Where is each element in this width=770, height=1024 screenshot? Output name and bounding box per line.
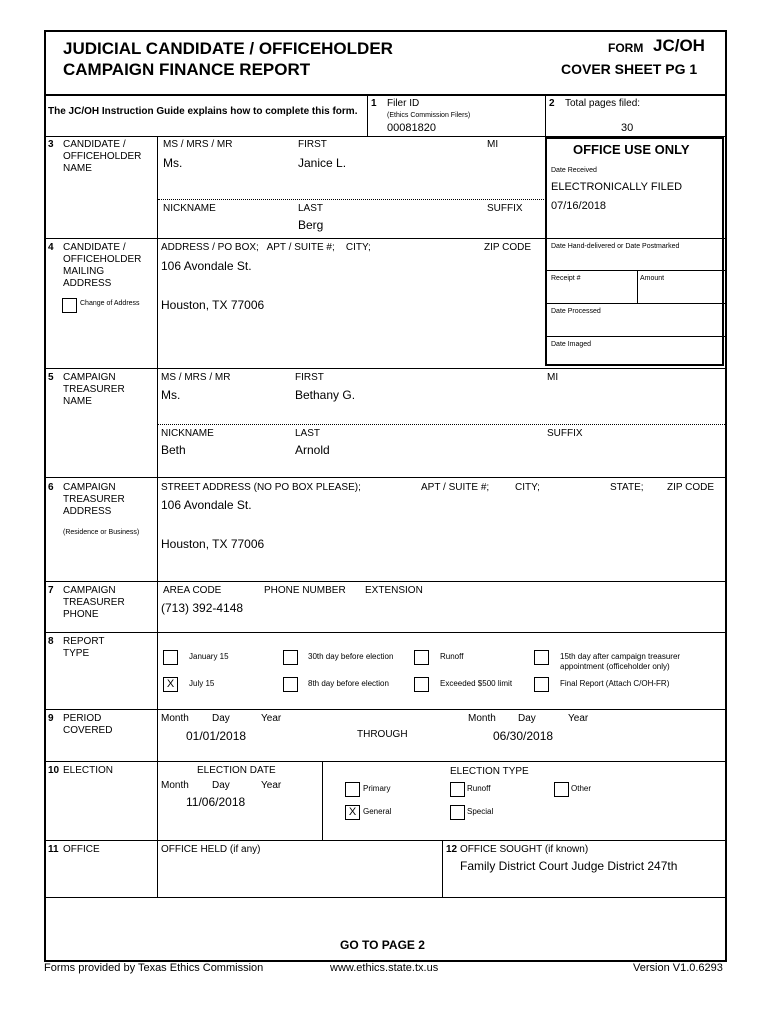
s6-zip-label: ZIP CODE bbox=[667, 482, 715, 493]
s4-address-label: ADDRESS / PO BOX; APT / SUITE #; CITY; bbox=[161, 242, 371, 253]
election-general-label: General bbox=[363, 807, 392, 816]
report-15th-checkbox[interactable] bbox=[534, 650, 549, 665]
instructions-text: The JC/OH Instruction Guide explains how to complete this form. bbox=[48, 106, 358, 117]
section11-num: 11 bbox=[48, 844, 59, 855]
s5-mi-label: MI bbox=[547, 372, 559, 383]
s9-from-month-label: Month bbox=[161, 713, 189, 724]
report-500-label: Exceeded $500 limit bbox=[440, 679, 513, 688]
period-to-date[interactable]: 06/30/2018 bbox=[493, 729, 554, 743]
election-special-label: Special bbox=[467, 807, 494, 816]
s9-to-year-label: Year bbox=[568, 713, 589, 724]
report-15th-label-line1: 15th day after campaign treasurer bbox=[560, 652, 681, 661]
s10-day-label: Day bbox=[212, 780, 230, 791]
election-other-checkbox[interactable] bbox=[554, 782, 569, 797]
section8-num: 8 bbox=[48, 636, 54, 647]
section6-label: CAMPAIGN TREASURER ADDRESS bbox=[63, 482, 125, 517]
footer-provided-by: Forms provided by Texas Ethics Commission bbox=[44, 962, 264, 974]
report-30day-label: 30th day before election bbox=[308, 652, 394, 661]
report-8day-label: 8th day before election bbox=[308, 679, 389, 688]
section10-label: ELECTION bbox=[63, 765, 114, 776]
s5-nickname-label: NICKNAME bbox=[161, 428, 214, 439]
report-final-checkbox[interactable] bbox=[534, 677, 549, 692]
election-runoff-label: Runoff bbox=[467, 784, 491, 793]
election-runoff-checkbox[interactable] bbox=[450, 782, 465, 797]
date-processed-label: Date Processed bbox=[551, 308, 601, 315]
period-from-date[interactable]: 01/01/2018 bbox=[186, 729, 247, 743]
candidate-first-name[interactable]: Janice L. bbox=[298, 156, 347, 170]
s6-street-label: STREET ADDRESS (NO PO BOX PLEASE); bbox=[161, 482, 361, 493]
s3-first-label: FIRST bbox=[298, 139, 327, 150]
footer-url[interactable]: www.ethics.state.tx.us bbox=[330, 962, 439, 974]
election-date[interactable]: 11/06/2018 bbox=[186, 795, 246, 809]
s3-mi-label: MI bbox=[487, 139, 499, 150]
s3-last-label: LAST bbox=[298, 203, 324, 214]
date-received-label: Date Received bbox=[551, 167, 597, 174]
report-15th-label-line2: appointment (officeholder only) bbox=[560, 662, 670, 671]
s5-first-label: FIRST bbox=[295, 372, 324, 383]
section3-label: CANDIDATE / OFFICEHOLDER NAME bbox=[63, 139, 142, 174]
treasurer-address-line1[interactable]: 106 Avondale St. bbox=[161, 498, 252, 512]
office-sought-label: OFFICE SOUGHT (if known) bbox=[460, 844, 589, 855]
s7-phone-label: PHONE NUMBER bbox=[264, 585, 346, 596]
total-pages-value[interactable]: 30 bbox=[621, 122, 634, 134]
s10-month-label: Month bbox=[161, 780, 189, 791]
section12-num: 12 bbox=[446, 844, 458, 855]
s5-suffix-label: SUFFIX bbox=[547, 428, 583, 439]
form-code: JC/OH bbox=[653, 36, 705, 55]
election-primary-checkbox[interactable] bbox=[345, 782, 360, 797]
s6-state-label: STATE; bbox=[610, 482, 644, 493]
office-sought-value[interactable]: Family District Court Judge District 247th bbox=[460, 859, 678, 873]
form-title-line2: CAMPAIGN FINANCE REPORT bbox=[63, 60, 311, 79]
section4-label: CANDIDATE / OFFICEHOLDER MAILING ADDRESS bbox=[63, 242, 142, 289]
s7-ext-label: EXTENSION bbox=[365, 585, 423, 596]
section9-label: PERIOD COVERED bbox=[63, 713, 113, 736]
candidate-last-name[interactable]: Berg bbox=[298, 218, 324, 232]
s3-prefix-label: MS / MRS / MR bbox=[163, 139, 233, 150]
election-type-label: ELECTION TYPE bbox=[450, 766, 529, 777]
filer-id-sublabel: (Ethics Commission Filers) bbox=[387, 112, 471, 119]
report-jul15-label: July 15 bbox=[189, 679, 215, 688]
form-label: FORM bbox=[608, 41, 644, 55]
filer-id-label: Filer ID bbox=[387, 98, 420, 109]
report-8day-checkbox[interactable] bbox=[283, 677, 298, 692]
total-pages-label: Total pages filed: bbox=[565, 98, 641, 109]
form-title-line1: JUDICIAL CANDIDATE / OFFICEHOLDER bbox=[63, 39, 393, 58]
election-date-label: ELECTION DATE bbox=[197, 765, 276, 776]
amount-label: Amount bbox=[640, 275, 665, 282]
section7-label: CAMPAIGN TREASURER PHONE bbox=[63, 585, 125, 620]
s4-zip-label: ZIP CODE bbox=[484, 242, 532, 253]
report-500-checkbox[interactable] bbox=[414, 677, 429, 692]
candidate-prefix[interactable]: Ms. bbox=[163, 156, 183, 170]
section7-num: 7 bbox=[48, 585, 54, 596]
section5-label: CAMPAIGN TREASURER NAME bbox=[63, 372, 125, 407]
s7-area-label: AREA CODE bbox=[163, 585, 222, 596]
election-other-label: Other bbox=[571, 784, 592, 793]
cover-sheet-label: COVER SHEET PG 1 bbox=[561, 61, 698, 77]
report-jan15-checkbox[interactable] bbox=[163, 650, 178, 665]
report-runoff-checkbox[interactable] bbox=[414, 650, 429, 665]
section6-sublabel: (Residence or Business) bbox=[63, 529, 140, 536]
date-received-value: 07/16/2018 bbox=[551, 200, 607, 212]
s3-nickname-label: NICKNAME bbox=[163, 203, 216, 214]
s6-city-label: CITY; bbox=[515, 482, 540, 493]
office-use-title: OFFICE USE ONLY bbox=[573, 142, 690, 157]
treasurer-nickname[interactable]: Beth bbox=[161, 443, 186, 457]
go-to-page-2: GO TO PAGE 2 bbox=[340, 938, 425, 952]
report-final-label: Final Report (Attach C/OH-FR) bbox=[560, 679, 670, 688]
section8-label: REPORT TYPE bbox=[63, 636, 105, 659]
section3-num: 3 bbox=[48, 139, 54, 150]
change-of-address-label: Change of Address bbox=[80, 300, 140, 307]
s3-suffix-label: SUFFIX bbox=[487, 203, 523, 214]
treasurer-prefix[interactable]: Ms. bbox=[161, 388, 181, 402]
s6-apt-label: APT / SUITE #; bbox=[421, 482, 490, 493]
election-primary-label: Primary bbox=[363, 784, 391, 793]
section9-num: 9 bbox=[48, 713, 54, 724]
s5-last-label: LAST bbox=[295, 428, 321, 439]
section6-num: 6 bbox=[48, 482, 54, 493]
election-general-checkbox[interactable]: X bbox=[345, 805, 360, 820]
date-imaged-label: Date Imaged bbox=[551, 341, 592, 348]
filing-status: ELECTRONICALLY FILED bbox=[551, 181, 683, 193]
s9-to-day-label: Day bbox=[518, 713, 536, 724]
office-held-label: OFFICE HELD (if any) bbox=[161, 844, 261, 855]
report-jan15-label: January 15 bbox=[189, 652, 229, 661]
report-runoff-label: Runoff bbox=[440, 652, 464, 661]
s9-from-day-label: Day bbox=[212, 713, 230, 724]
section11-label: OFFICE bbox=[63, 844, 100, 855]
footer-version: Version V1.0.6293 bbox=[633, 962, 723, 974]
candidate-address-line1[interactable]: 106 Avondale St. bbox=[161, 259, 252, 273]
s5-prefix-label: MS / MRS / MR bbox=[161, 372, 231, 383]
section10-num: 10 bbox=[48, 765, 60, 776]
total-pages-num: 2 bbox=[549, 98, 555, 109]
change-of-address-checkbox[interactable] bbox=[62, 298, 77, 313]
filer-id-value[interactable]: 00081820 bbox=[387, 122, 436, 134]
s10-year-label: Year bbox=[261, 780, 282, 791]
hand-delivered-label: Date Hand-delivered or Date Postmarked bbox=[551, 243, 680, 250]
treasurer-address-line2[interactable]: Houston, TX 77006 bbox=[161, 537, 265, 551]
s9-from-year-label: Year bbox=[261, 713, 282, 724]
candidate-address-line2[interactable]: Houston, TX 77006 bbox=[161, 298, 265, 312]
filer-id-num: 1 bbox=[371, 98, 377, 109]
report-jul15-checkbox[interactable]: X bbox=[163, 677, 178, 692]
through-label: THROUGH bbox=[357, 729, 408, 740]
election-special-checkbox[interactable] bbox=[450, 805, 465, 820]
section4-num: 4 bbox=[48, 242, 54, 253]
treasurer-first-name[interactable]: Bethany G. bbox=[295, 388, 356, 402]
section5-num: 5 bbox=[48, 372, 54, 383]
receipt-label: Receipt # bbox=[551, 275, 581, 282]
s9-to-month-label: Month bbox=[468, 713, 496, 724]
treasurer-phone[interactable]: (713) 392-4148 bbox=[161, 601, 244, 615]
report-30day-checkbox[interactable] bbox=[283, 650, 298, 665]
treasurer-last-name[interactable]: Arnold bbox=[295, 443, 330, 457]
